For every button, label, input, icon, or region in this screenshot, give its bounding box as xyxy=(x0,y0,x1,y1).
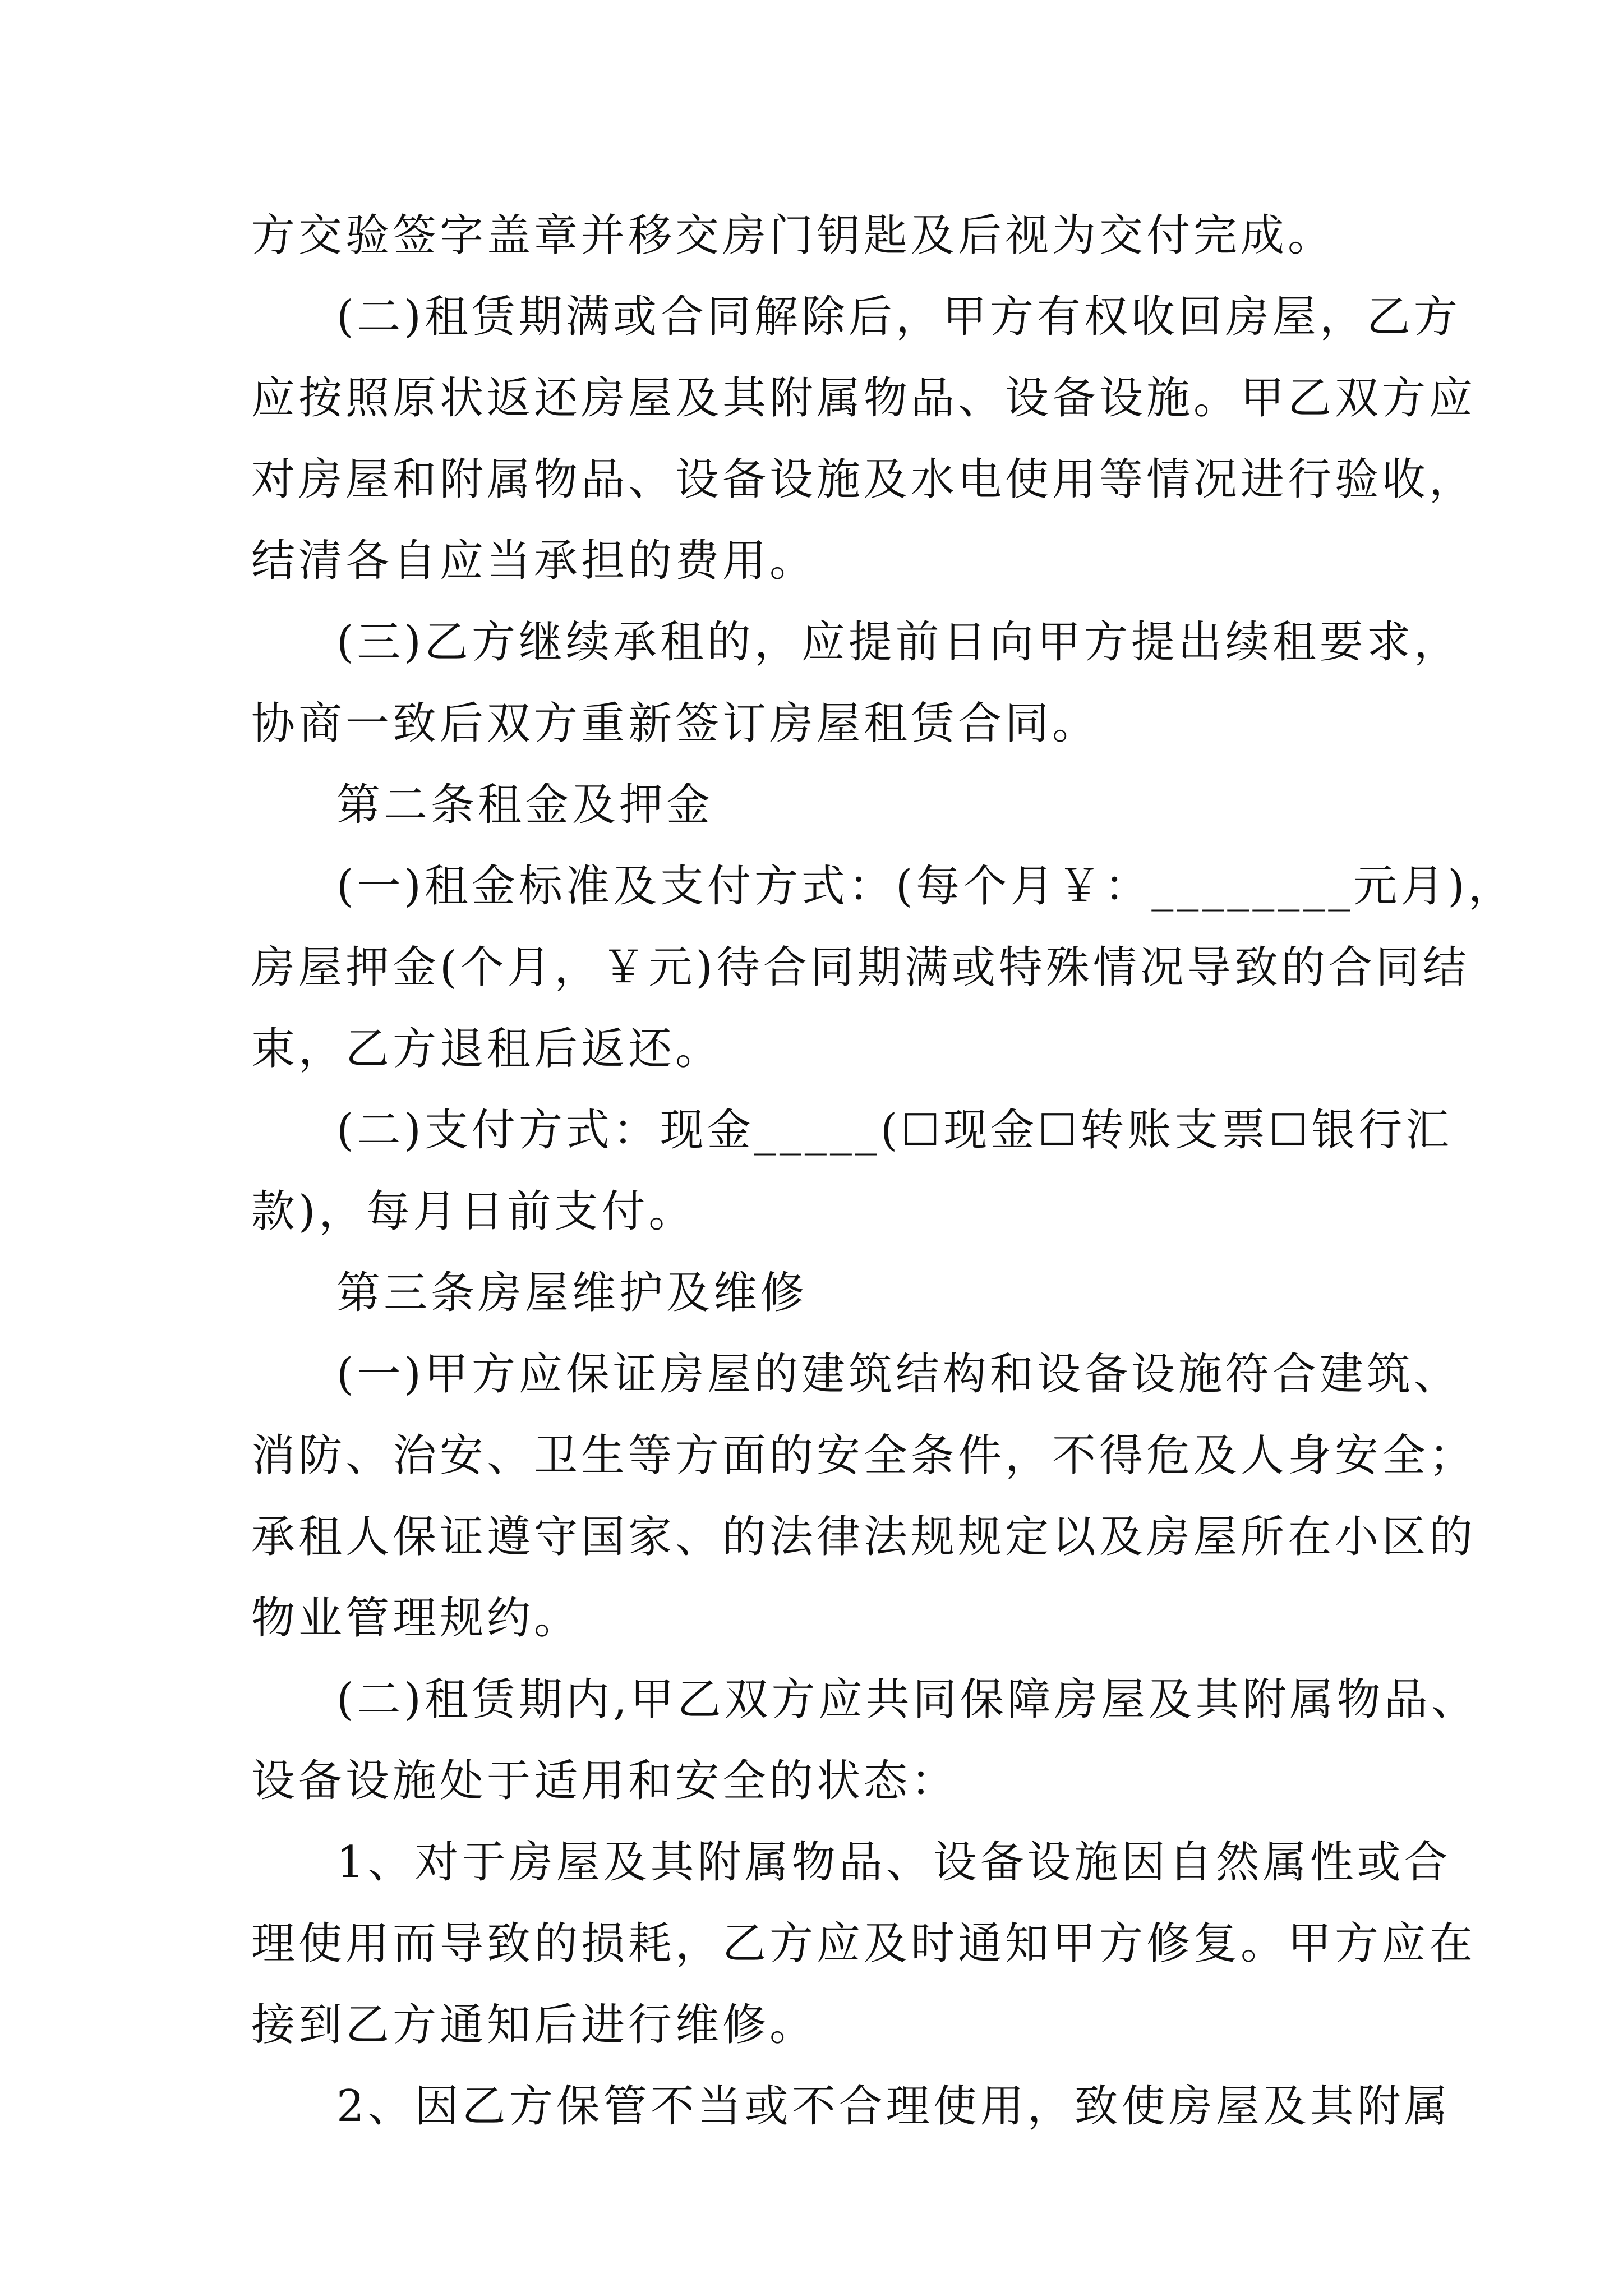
paragraph-line: 束，乙方退租后返还。 xyxy=(251,1024,723,1074)
paragraph-line: 应按照原状返还房屋及其附属物品、设备设施。甲乙双方应 xyxy=(251,373,1477,424)
paragraph-line: 方交验签字盖章并移交房门钥匙及后视为交付完成。 xyxy=(251,210,1335,261)
paragraph-line: (一)租金标准及支付方式：(每个月￥：________元月)， xyxy=(336,861,1515,912)
paragraph-line: 设备设施处于适用和安全的状态： xyxy=(251,1756,958,1806)
paragraph-line: 承租人保证遵守国家、的法律法规规定以及房屋所在小区的 xyxy=(251,1512,1477,1562)
paragraph-line: 对房屋和附属物品、设备设施及水电使用等情况进行验收， xyxy=(251,454,1477,505)
paragraph-line: 协商一致后双方重新签订房屋租赁合同。 xyxy=(251,698,1100,749)
paragraph-line: 款)，每月日前支付。 xyxy=(251,1186,696,1237)
section-heading: 第二条租金及押金 xyxy=(336,780,714,830)
paragraph-line: 物业管理规约。 xyxy=(251,1593,582,1644)
paragraph-line: (二)租赁期内,甲乙双方应共同保障房屋及其附属物品、 xyxy=(336,1674,1478,1725)
paragraph-line: 接到乙方通知后进行维修。 xyxy=(251,2000,817,2050)
paragraph-line: 房屋押金(个月，￥元)待合同期满或特殊情况导致的合同结 xyxy=(251,942,1470,993)
paragraph-line: 1、对于房屋及其附属物品、设备设施因自然属性或合 xyxy=(336,1837,1451,1888)
section-heading: 第三条房屋维护及维修 xyxy=(336,1268,808,1318)
paragraph-line: (三)乙方继续承租的，应提前日向甲方提出续租要求， xyxy=(336,617,1461,668)
paragraph-line: 理使用而导致的损耗，乙方应及时通知甲方修复。甲方应在 xyxy=(251,1918,1477,1969)
paragraph-line: 2、因乙方保管不当或不合理使用，致使房屋及其附属 xyxy=(336,2081,1451,2132)
paragraph-line: 消防、治安、卫生等方面的安全条件，不得危及人身安全； xyxy=(251,1430,1477,1481)
paragraph-line: (二)租赁期满或合同解除后，甲方有权收回房屋，乙方 xyxy=(336,292,1461,342)
paragraph-line: (二)支付方式：现金_____(☐现金☐转账支票☐银行汇 xyxy=(336,1105,1453,1156)
paragraph-line: 结清各自应当承担的费用。 xyxy=(251,536,817,586)
paragraph-line: (一)甲方应保证房屋的建筑结构和设备设施符合建筑、 xyxy=(336,1349,1461,1400)
